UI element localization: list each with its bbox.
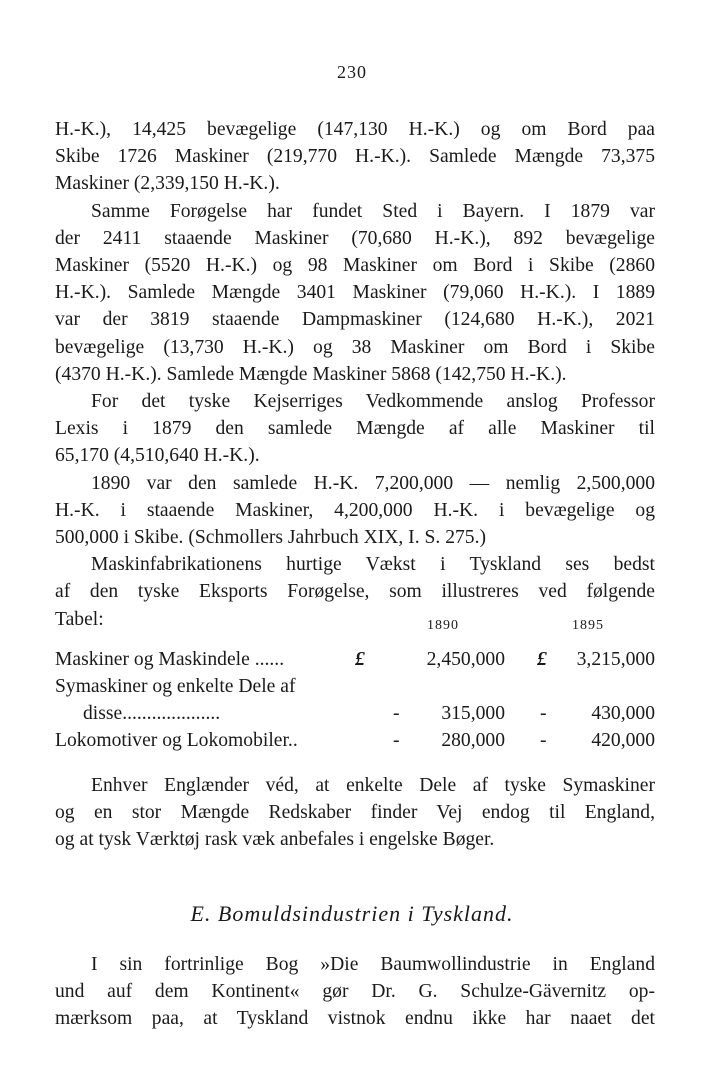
table-row-label: Maskiner og Maskindele ...... xyxy=(55,649,285,670)
currency-symbol: £ xyxy=(355,649,365,670)
text-line: Samme Forøgelse har fundet Sted i Bayern. I 1879 var xyxy=(91,200,655,222)
text-line: I sin fortrinlige Bog »Die Baumwollindustrie in England xyxy=(91,954,655,975)
table-value: 2,450,000 xyxy=(426,649,505,670)
text-line: mærksom paa, at Tyskland vistnok endnu ikke har naaet det xyxy=(55,1008,655,1030)
table-value: 420,000 xyxy=(591,730,655,751)
table-row-label: Lokomotiver og Lokomobiler.. xyxy=(55,730,298,751)
text-line: og at tysk Værktøj rask væk anbefales i engelske Bøger. xyxy=(55,829,495,851)
text-line: Enhver Englænder véd, at enkelte Dele af tyske Symaskiner xyxy=(91,775,655,796)
text-line: bevægelige (13,730 H.-K.) og 38 Maskiner om Bord i Skibe xyxy=(55,336,655,358)
table-row-label: Symaskiner og enkelte Dele af xyxy=(55,676,296,697)
table-year-header: 1895 xyxy=(572,618,604,633)
text-line: Maskiner (2,339,150 H.-K.). xyxy=(55,173,280,195)
text-line: und auf dem Kontinent« gør Dr. G. Schulze-Gävernitz op- xyxy=(55,981,655,1003)
body-text-top xyxy=(55,116,655,633)
text-line: H.-K. i staaende Maskiner, 4,200,000 H.-K. i bevægelige og xyxy=(55,499,655,521)
text-line: H.-K.). Samlede Mængde 3401 Maskiner (79,060 H.-K.). I 1889 xyxy=(55,282,655,304)
text-line: H.-K.), 14,425 bevægelige (147,130 H.-K.) og om Bord paa xyxy=(55,119,655,140)
currency-symbol: £ xyxy=(537,649,547,670)
body-text-final xyxy=(55,951,655,1033)
text-line: Tabel: xyxy=(55,608,104,630)
text-line: var der 3819 staaende Dampmaskiner (124,680 H.-K.), 2021 xyxy=(55,309,655,331)
ditto-mark: - xyxy=(540,730,547,751)
table-value: 430,000 xyxy=(591,703,655,724)
table-year-header: 1890 xyxy=(427,618,459,633)
table-row xyxy=(55,676,655,703)
text-line: og en stor Mængde Redskaber finder Vej endog til England, xyxy=(55,802,655,824)
table-value: 3,215,000 xyxy=(576,649,655,670)
text-line: 500,000 i Skibe. (Schmollers Jahrbuch XIX, I. S. 275.) xyxy=(55,527,487,549)
table-row xyxy=(55,703,655,730)
text-line: Skibe 1726 Maskiner (219,770 H.-K.). Samlede Mængde 73,375 xyxy=(55,146,655,168)
table-row xyxy=(55,649,655,676)
text-line: Lexis i 1879 den samlede Mængde af alle Maskiner til xyxy=(55,418,655,440)
body-text-after-table xyxy=(55,772,655,854)
table-value: 315,000 xyxy=(441,703,505,724)
text-line: 1890 var den samlede H.-K. 7,200,000 — nemlig 2,500,000 xyxy=(91,472,655,494)
ditto-mark: - xyxy=(393,703,400,724)
table-value: 280,000 xyxy=(441,730,505,751)
table-row-label: disse.................... xyxy=(83,703,221,724)
text-line: af den tyske Eksports Forøgelse, som illustreres ved følgende xyxy=(55,581,655,603)
text-line: Maskiner (5520 H.-K.) og 98 Maskiner om Bord i Skibe (2860 xyxy=(55,255,655,277)
section-heading: E. Bomuldsindustrien i Tyskland. xyxy=(190,901,514,926)
ditto-mark: - xyxy=(393,730,400,751)
text-line: 65,170 (4,510,640 H.-K.). xyxy=(55,445,260,467)
page-number: 230 xyxy=(337,62,367,82)
text-line: For det tyske Kejserriges Vedkommende anslog Professor xyxy=(91,391,655,413)
ditto-mark: - xyxy=(540,703,547,724)
text-line: Maskinfabrikationens hurtige Vækst i Tyskland ses bedst xyxy=(91,554,655,576)
table-row xyxy=(55,730,655,757)
text-line: (4370 H.-K.). Samlede Mængde Maskiner 5868 (142,750 H.-K.). xyxy=(55,363,567,385)
text-line: der 2411 staaende Maskiner (70,680 H.-K.), 892 bevægelige xyxy=(55,227,655,249)
